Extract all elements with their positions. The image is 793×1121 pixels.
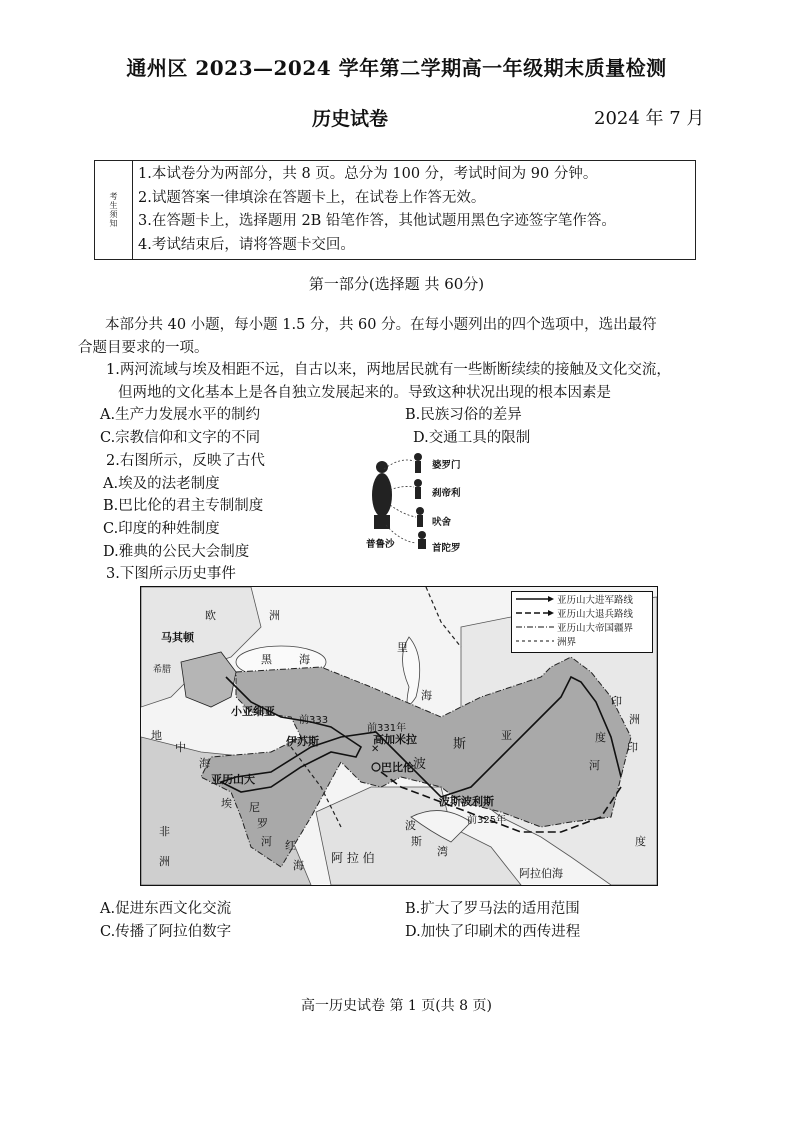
- label-india-2: 度: [635, 835, 646, 848]
- label-med-1: 地: [151, 729, 162, 742]
- label-alexandria: 亚历山大: [211, 773, 255, 786]
- label-red-sea-2: 海: [293, 859, 304, 872]
- label-egypt: 埃: [221, 797, 232, 810]
- label-black-sea-1: 黑: [261, 653, 272, 666]
- exam-title: 通州区 2023—2024 学年第二学期高一年级期末质量检测: [126, 56, 667, 80]
- label-y333: 前333: [299, 715, 329, 726]
- q2-option-a[interactable]: A.埃及的法老制度: [103, 476, 220, 492]
- label-persia-2: 斯: [453, 737, 467, 752]
- label-gulf-3: 湾: [437, 845, 448, 858]
- label-vaishya: 吠舍: [432, 517, 452, 528]
- label-y331: 前331年: [367, 723, 407, 734]
- notice-item: 2.试题答案一律填涂在答题卡上，在试卷上作答无效。: [138, 189, 486, 206]
- label-arabian-sea: 阿拉伯海: [519, 867, 563, 880]
- page-footer: 高一历史试卷 第 1 页(共 8 页): [301, 998, 492, 1014]
- label-red-sea-1: 红: [285, 839, 296, 852]
- exam-notice-box: [94, 160, 696, 260]
- q3-option-b[interactable]: B.扩大了罗马法的适用范围: [405, 901, 580, 917]
- q1-stem-line1: 1.两河流域与埃及相距不远，自古以来，两地居民就有一些断断续续的接触及文化交流，: [106, 362, 671, 378]
- label-greece: 希腊: [153, 665, 172, 675]
- notice-label-cell: [95, 161, 133, 259]
- legend-empire-border: 亚历山大帝国疆界: [557, 623, 634, 634]
- label-gulf-1: 波: [405, 819, 416, 832]
- label-europe-1: 欧: [205, 609, 216, 622]
- label-kshatriya: 刹帝利: [432, 488, 461, 499]
- notice-item: 4.考试结束后，请将答题卡交回。: [138, 236, 355, 253]
- legend-advance: 亚历山大进军路线: [512, 592, 652, 606]
- notice-label: 考生须知: [109, 192, 118, 228]
- label-y325: 前325年: [467, 815, 507, 826]
- q1-option-c[interactable]: C.宗教信仰和文字的不同: [100, 430, 261, 446]
- notice-item: 1.本试卷分为两部分，共 8 页。总分为 100 分，考试时间为 90 分钟。: [138, 166, 598, 182]
- q3-stem: 3.下图所示历史事件: [106, 566, 236, 582]
- exam-date: 2024 年 7 月: [594, 108, 705, 129]
- label-caspian-2: 海: [421, 689, 432, 702]
- label-issus: 伊苏斯: [286, 735, 319, 748]
- alexander-campaign-map: [140, 586, 658, 886]
- label-shudra: 首陀罗: [432, 543, 461, 554]
- label-black-sea-2: 海: [299, 653, 310, 666]
- label-persia-1: 波: [413, 757, 427, 772]
- legend-continent-border: 洲界: [557, 637, 577, 648]
- svg-text:✕: ✕: [371, 744, 380, 755]
- q2-stem: 2.右图所示，反映了古代: [106, 453, 265, 469]
- label-arabia: 阿 拉 伯: [331, 851, 375, 865]
- label-med-2: 中: [175, 741, 186, 754]
- label-india-1: 印: [627, 741, 638, 754]
- q2-option-d[interactable]: D.雅典的公民大会制度: [103, 544, 250, 560]
- label-macedonia: 马其顿: [161, 631, 194, 644]
- legend-retreat: 亚历山大退兵路线: [512, 606, 652, 620]
- caste-system-figure: [360, 445, 510, 555]
- label-indus-2: 度: [595, 731, 606, 744]
- label-asia-minor: 小亚细亚: [231, 705, 275, 718]
- q3-option-d[interactable]: D.加快了印刷术的西传进程: [405, 924, 581, 940]
- part1-intro-line1: 本部分共 40 小题，每小题 1.5 分，共 60 分。在每小题列出的四个选项中，选出最符: [105, 317, 657, 333]
- part1-intro-line2: 合题目要求的一项。: [78, 340, 209, 356]
- notice-items: [133, 161, 616, 259]
- q2-option-b[interactable]: B.巴比伦的君主专制制度: [103, 498, 264, 514]
- label-nile-2: 罗: [257, 817, 268, 830]
- q2-option-c[interactable]: C.印度的种姓制度: [103, 521, 220, 537]
- label-gulf-2: 斯: [411, 835, 422, 848]
- label-indus-1: 印: [611, 695, 622, 708]
- q3-option-a[interactable]: A.促进东西文化交流: [100, 901, 232, 917]
- label-africa-2: 洲: [159, 855, 170, 868]
- label-babylon: 巴比伦: [381, 761, 414, 774]
- label-gaugamela: 高加米拉: [373, 733, 417, 746]
- part1-title: 第一部分(选择题 共 60分): [308, 275, 485, 293]
- label-asia-border: 洲: [629, 713, 640, 726]
- label-nile-1: 尼: [249, 801, 260, 814]
- label-europe-2: 洲: [269, 609, 280, 622]
- label-nile-3: 河: [261, 835, 272, 848]
- notice-item: 3.在答题卡上，选择题用 2B 铅笔作答，其他试题用黑色字迹签字笔作答。: [138, 213, 616, 229]
- label-med-3: 海: [199, 757, 210, 770]
- q1-option-b[interactable]: B.民族习俗的差异: [405, 407, 522, 423]
- label-caspian-1: 里: [397, 641, 408, 654]
- q3-option-c[interactable]: C.传播了阿拉伯数字: [100, 924, 232, 940]
- label-africa-1: 非: [159, 825, 170, 838]
- q1-option-a[interactable]: A.生产力发展水平的制约: [100, 407, 261, 423]
- q1-option-d[interactable]: D.交通工具的限制: [413, 430, 531, 446]
- label-asia: 亚: [501, 729, 512, 742]
- label-purusha: 普鲁沙: [366, 539, 395, 550]
- label-persepolis: 波斯波利斯: [439, 795, 494, 808]
- q1-stem-line2: 但两地的文化基本上是各自独立发展起来的。导致这种状况出现的根本因素是: [118, 385, 611, 401]
- subject-title: 历史试卷: [312, 108, 389, 130]
- label-indus-3: 河: [589, 759, 600, 772]
- label-brahmin: 婆罗门: [432, 460, 461, 471]
- map-legend: [511, 591, 653, 653]
